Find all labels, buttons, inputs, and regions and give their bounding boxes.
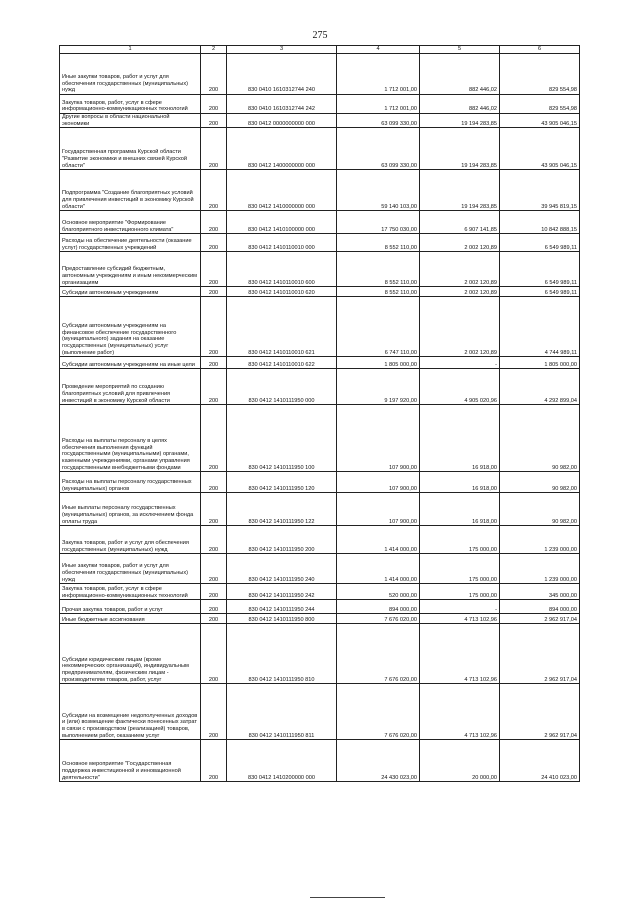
row-value-col6: 2 962 917,04 [500, 614, 580, 624]
row-classification-code: 830 0412 1410111950 800 [227, 614, 337, 624]
row-classification-code: 830 0412 1410111950 240 [227, 554, 337, 584]
row-value-col5: 4 713 102,96 [420, 624, 500, 684]
page-number: 275 [312, 30, 328, 41]
row-value-col4: 24 430 023,00 [337, 740, 420, 782]
row-value-col5: 19 194 283,85 [420, 170, 500, 211]
row-code: 200 [201, 287, 227, 297]
row-classification-code: 830 0412 1410000000 000 [227, 170, 337, 211]
row-classification-code: 830 0412 1410200000 000 [227, 740, 337, 782]
row-value-col5: 16 918,00 [420, 405, 500, 472]
table-row [60, 287, 580, 297]
row-code: 200 [201, 584, 227, 600]
row-code: 200 [201, 234, 227, 252]
table-row [60, 684, 580, 740]
table-row [60, 600, 580, 614]
row-code: 200 [201, 472, 227, 493]
row-value-col6: 1 805 000,00 [500, 357, 580, 369]
row-name: Расходы на выплаты персоналу в целях обеспечения выполнения функций государственными (муниципальными) органами, казенными учреждениями, органами управления государственными внебюджетными фондами [60, 405, 201, 472]
row-value-col6: 345 000,00 [500, 584, 580, 600]
row-code: 200 [201, 297, 227, 357]
row-value-col4: 520 000,00 [337, 584, 420, 600]
column-header: 1 [60, 46, 201, 54]
row-name: Закупка товаров, работ и услуг для обеспечения государственных (муниципальных) нужд [60, 526, 201, 554]
row-value-col4: 1 805 000,00 [337, 357, 420, 369]
row-name: Закупка товаров, работ, услуг в сфере информационно-коммуникационных технологий [60, 95, 201, 114]
table-row [60, 493, 580, 526]
row-code: 200 [201, 357, 227, 369]
row-code: 200 [201, 624, 227, 684]
table-row [60, 740, 580, 782]
row-value-col4: 1 414 000,00 [337, 554, 420, 584]
row-name: Субсидии автономным учреждениям [60, 287, 201, 297]
row-classification-code: 830 0412 1410111950 120 [227, 472, 337, 493]
row-value-col4: 8 552 110,00 [337, 234, 420, 252]
row-value-col6: 4 292 899,04 [500, 369, 580, 405]
row-value-col4: 7 676 020,00 [337, 614, 420, 624]
row-code: 200 [201, 740, 227, 782]
row-name: Иные закупки товаров, работ и услуг для обеспечения государственных (муниципальных) нужд [60, 54, 201, 95]
table-body [60, 54, 580, 782]
row-value-col6: 43 905 046,15 [500, 114, 580, 128]
row-name: Другие вопросы в области национальной экономики [60, 114, 201, 128]
row-value-col6: 39 945 819,15 [500, 170, 580, 211]
table-row [60, 54, 580, 95]
row-name: Основное мероприятие "Формирование благоприятного инвестиционного климата" [60, 211, 201, 234]
row-name: Иные бюджетные ассигнования [60, 614, 201, 624]
row-value-col6: 829 554,98 [500, 95, 580, 114]
row-value-col5: 6 907 141,85 [420, 211, 500, 234]
table-row [60, 405, 580, 472]
row-code: 200 [201, 95, 227, 114]
row-value-col6: 10 842 888,15 [500, 211, 580, 234]
row-value-col4: 8 552 110,00 [337, 287, 420, 297]
row-name: Субсидии автономным учреждениям на финансовое обеспечение государственного (муниципального) задания на оказание государственных (муниципальных) услуг (выполнение работ) [60, 297, 201, 357]
row-code: 200 [201, 614, 227, 624]
row-value-col5: 19 194 283,85 [420, 128, 500, 170]
row-name: Расходы на выплаты персоналу государственных (муниципальных) органов [60, 472, 201, 493]
row-value-col6: 2 962 917,04 [500, 624, 580, 684]
row-code: 200 [201, 211, 227, 234]
row-value-col4: 7 676 020,00 [337, 624, 420, 684]
row-value-col6: 1 239 000,00 [500, 526, 580, 554]
row-code: 200 [201, 526, 227, 554]
column-number-row [60, 46, 580, 54]
row-classification-code: 830 0412 1410110010 620 [227, 287, 337, 297]
row-name: Государственная программа Курской области "Развитие экономики и внешних связей Курской области" [60, 128, 201, 170]
row-value-col5: 2 002 120,89 [420, 287, 500, 297]
row-classification-code: 830 0412 1410111950 810 [227, 624, 337, 684]
row-value-col4: 1 712 001,00 [337, 95, 420, 114]
row-classification-code: 830 0412 0000000000 000 [227, 114, 337, 128]
row-value-col6: 1 239 000,00 [500, 554, 580, 584]
table-row [60, 234, 580, 252]
row-code: 200 [201, 252, 227, 287]
row-value-col6: 894 000,00 [500, 600, 580, 614]
table-row [60, 472, 580, 493]
row-name: Основное мероприятие "Государственная поддержка инвестиционной и инновационной деятельности" [60, 740, 201, 782]
row-code: 200 [201, 170, 227, 211]
row-value-col4: 107 900,00 [337, 472, 420, 493]
row-classification-code: 830 0412 1410111950 242 [227, 584, 337, 600]
row-classification-code: 830 0410 1610312744 240 [227, 54, 337, 95]
row-name: Проведение мероприятий по созданию благоприятных условий для привлечения инвестиций в экономику Курской области [60, 369, 201, 405]
row-code: 200 [201, 600, 227, 614]
table-row [60, 554, 580, 584]
row-code: 200 [201, 554, 227, 584]
row-name: Иные закупки товаров, работ и услуг для обеспечения государственных (муниципальных) нужд [60, 554, 201, 584]
row-value-col6: 24 410 023,00 [500, 740, 580, 782]
row-value-col4: 107 900,00 [337, 405, 420, 472]
row-value-col5: 2 002 120,89 [420, 252, 500, 287]
row-value-col5: 175 000,00 [420, 526, 500, 554]
row-value-col5: 175 000,00 [420, 584, 500, 600]
table-row [60, 584, 580, 600]
row-classification-code: 830 0412 1410111950 100 [227, 405, 337, 472]
row-value-col6: 6 549 989,11 [500, 252, 580, 287]
row-classification-code: 830 0412 1410110010 621 [227, 297, 337, 357]
row-classification-code: 830 0412 1400000000 000 [227, 128, 337, 170]
row-name: Субсидии автономным учреждениям на иные цели [60, 357, 201, 369]
row-value-col6: 6 549 989,11 [500, 234, 580, 252]
table-row [60, 614, 580, 624]
row-value-col4: 1 712 001,00 [337, 54, 420, 95]
row-name: Прочая закупка товаров, работ и услуг [60, 600, 201, 614]
column-header: 2 [201, 46, 227, 54]
column-header: 5 [420, 46, 500, 54]
row-code: 200 [201, 684, 227, 740]
row-value-col6: 90 982,00 [500, 405, 580, 472]
row-value-col5: 175 000,00 [420, 554, 500, 584]
row-name: Закупка товаров, работ, услуг в сфере информационно-коммуникационных технологий [60, 584, 201, 600]
row-name: Расходы на обеспечение деятельности (оказание услуг) государственных учреждений [60, 234, 201, 252]
row-classification-code: 830 0412 1410111950 244 [227, 600, 337, 614]
row-code: 200 [201, 114, 227, 128]
row-value-col5: 2 002 120,89 [420, 297, 500, 357]
row-classification-code: 830 0412 1410111950 122 [227, 493, 337, 526]
row-value-col5: 20 000,00 [420, 740, 500, 782]
row-value-col4: 17 750 030,00 [337, 211, 420, 234]
row-name: Субсидии на возмещение недополученных доходов и (или) возмещение фактически понесенных затрат в связи с производством (реализацией) товаров, выполнением работ, оказанием услуг [60, 684, 201, 740]
row-name: Субсидии юридическим лицам (кроме некоммерческих организаций), индивидуальным предпринимателям, физическим лицам - производителям товаров, работ, услуг [60, 624, 201, 684]
table-row [60, 252, 580, 287]
row-value-col6: 43 905 046,15 [500, 128, 580, 170]
row-classification-code: 830 0412 1410110010 600 [227, 252, 337, 287]
row-value-col5: 19 194 283,85 [420, 114, 500, 128]
row-value-col5: 882 446,02 [420, 54, 500, 95]
table-row [60, 114, 580, 128]
row-value-col6: 90 982,00 [500, 493, 580, 526]
table-row [60, 369, 580, 405]
row-classification-code: 830 0412 1410111950 200 [227, 526, 337, 554]
row-value-col5: 4 713 102,96 [420, 614, 500, 624]
row-name: Подпрограмма "Создание благоприятных условий для привлечения инвестиций в экономику Курской области" [60, 170, 201, 211]
row-value-col6: 829 554,98 [500, 54, 580, 95]
table-row [60, 170, 580, 211]
row-value-col4: 1 414 000,00 [337, 526, 420, 554]
row-value-col5: - [420, 600, 500, 614]
table-row [60, 211, 580, 234]
row-value-col5: 2 002 120,89 [420, 234, 500, 252]
table-row [60, 297, 580, 357]
row-code: 200 [201, 493, 227, 526]
bottom-divider [310, 897, 385, 898]
table-row [60, 357, 580, 369]
row-value-col5: - [420, 357, 500, 369]
row-value-col5: 16 918,00 [420, 493, 500, 526]
row-code: 200 [201, 128, 227, 170]
row-value-col4: 63 099 330,00 [337, 114, 420, 128]
row-value-col4: 8 552 110,00 [337, 252, 420, 287]
row-name: Предоставление субсидий бюджетным, автономным учреждениям и иным некоммерческим организациям [60, 252, 201, 287]
row-classification-code: 830 0412 1410111950 000 [227, 369, 337, 405]
row-value-col4: 6 747 110,00 [337, 297, 420, 357]
row-value-col5: 4 905 020,96 [420, 369, 500, 405]
row-classification-code: 830 0412 1410111950 811 [227, 684, 337, 740]
row-classification-code: 830 0412 1410100000 000 [227, 211, 337, 234]
row-value-col5: 882 446,02 [420, 95, 500, 114]
row-name: Иные выплаты персоналу государственных (муниципальных) органов, за исключением фонда оплаты труда [60, 493, 201, 526]
row-value-col6: 4 744 989,11 [500, 297, 580, 357]
column-header: 4 [337, 46, 420, 54]
row-value-col4: 7 676 020,00 [337, 684, 420, 740]
row-classification-code: 830 0412 1410110010 622 [227, 357, 337, 369]
row-value-col6: 2 962 917,04 [500, 684, 580, 740]
row-value-col5: 16 918,00 [420, 472, 500, 493]
row-code: 200 [201, 54, 227, 95]
row-value-col4: 894 000,00 [337, 600, 420, 614]
table-row [60, 624, 580, 684]
row-value-col4: 9 197 920,00 [337, 369, 420, 405]
table-row [60, 128, 580, 170]
row-classification-code: 830 0412 1410110010 000 [227, 234, 337, 252]
row-value-col6: 6 549 989,11 [500, 287, 580, 297]
row-code: 200 [201, 405, 227, 472]
row-value-col5: 4 713 102,96 [420, 684, 500, 740]
row-classification-code: 830 0410 1610312744 242 [227, 95, 337, 114]
budget-table [59, 45, 580, 782]
row-value-col4: 107 900,00 [337, 493, 420, 526]
table-row [60, 95, 580, 114]
row-value-col6: 90 982,00 [500, 472, 580, 493]
column-header: 3 [227, 46, 337, 54]
row-value-col4: 63 099 330,00 [337, 128, 420, 170]
row-code: 200 [201, 369, 227, 405]
column-header: 6 [500, 46, 580, 54]
row-value-col4: 59 140 103,00 [337, 170, 420, 211]
table-row [60, 526, 580, 554]
